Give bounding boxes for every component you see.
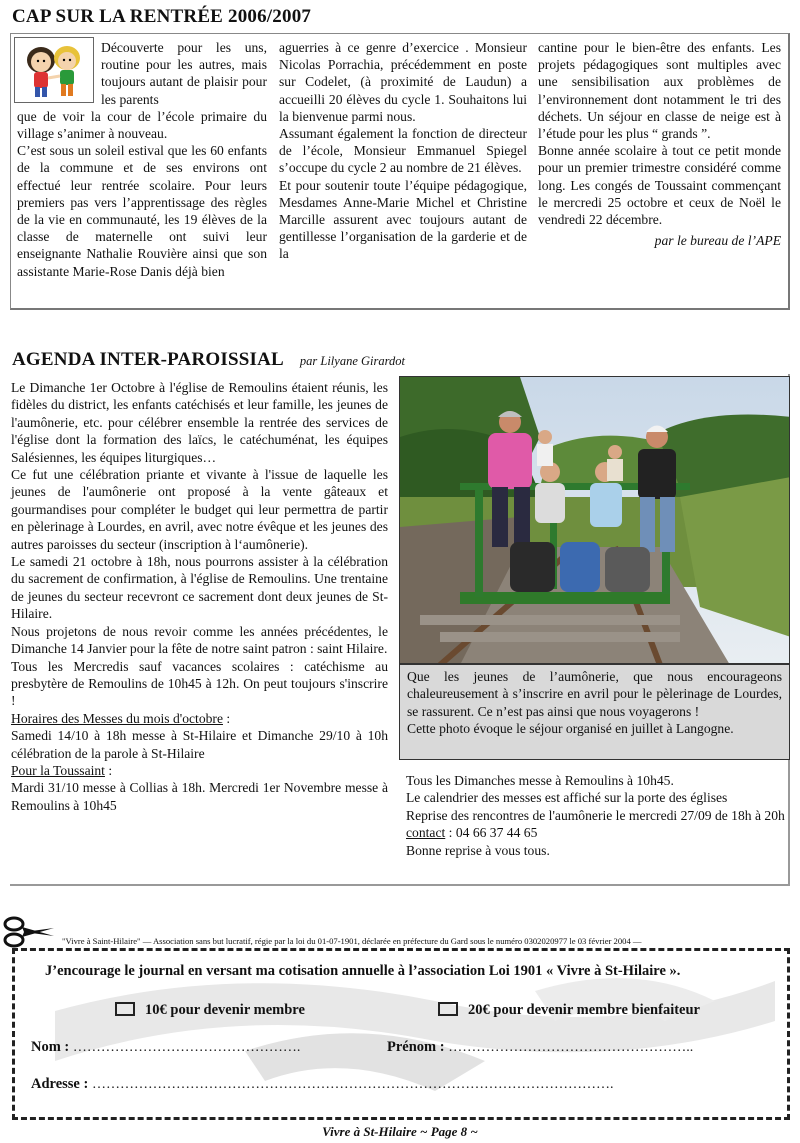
photo-caption: [399, 664, 790, 760]
horaires-colon: :: [222, 710, 231, 726]
article-byline: par Lilyane Girardot: [299, 354, 405, 368]
agenda-right-line-5: Bonne reprise à vous tous.: [406, 842, 550, 858]
page-footer: Vivre à St-Hilaire ~ Page 8 ~: [322, 1124, 478, 1139]
contact-phone: : 04 66 37 44 65: [445, 825, 538, 841]
nom-dots: ………………………………………….: [72, 1040, 301, 1055]
option-20-bienfaiteur[interactable]: [438, 1002, 700, 1019]
col1-paragraph: C’est sous un soleil estival que les 60 enfants de la commune et de ses environs ont effectué leur rentrée scolaire. Pour leurs premiers pas vers l’apprentissage des règles de la vie en communauté, les 19 élèves de la classe de maternelle ont suivi leur enseignante Nathalie Rouvière ainsi que son assistante Marie-Rose Danis déjà bien: [17, 143, 267, 279]
contact-line: [406, 824, 786, 841]
adresse-dots: ………………………………………………………………………………………………….: [91, 1077, 614, 1092]
scissors-icon: [2, 914, 56, 950]
prenom-field[interactable]: [387, 1039, 693, 1056]
article-rentree-col2: [279, 39, 527, 263]
agenda-right-line-3: Reprise des rencontres de l'aumônerie le mercredi 27/09 de 18h à 20h: [406, 807, 785, 823]
agenda-left-column: [11, 379, 388, 814]
toussaint-text: Mardi 31/10 messe à Collias à 18h. Mercredi 1er Novembre messe à Remoulins à 10h45: [11, 780, 388, 813]
agenda-paragraph-5: Tous les Mercredis sauf vacances scolaires : catéchisme au presbytère de Remoulins de 10h45 à 12h. On peut toujours s'inscrire !: [11, 658, 388, 709]
nom-field[interactable]: [31, 1039, 300, 1056]
agenda-paragraph-1: Le Dimanche 1er Octobre à l'église de Remoulins étaient réunis, les fidèles du district, les enfants catéchisés et leur famille, les jeunes de l'aumônerie, etc. pour célébrer ensemble la rentrée des services de l'église dont la formation des laïcs, le catéchuménat, les équipes Salésiennes, les équipes liturgiques…: [11, 380, 388, 465]
checkbox-10-euros[interactable]: [115, 1002, 135, 1016]
article-rentree-box: [10, 33, 790, 310]
prenom-label: Prénom :: [387, 1039, 449, 1055]
toussaint-label: Pour la Toussaint: [11, 762, 105, 778]
form-headline: J’encourage le journal en versant ma cotisation annuelle à l’association Loi 1901 « Vivre à St-Hilaire ».: [45, 963, 681, 979]
article-title-rentree: CAP SUR LA RENTRÉE 2006/2007: [12, 6, 312, 27]
article-rentree-col3: [538, 39, 781, 249]
checkbox-20-euros[interactable]: [438, 1002, 458, 1016]
col1-intro-rest: que de voir la cour de l’école primaire du village s’animer à nouveau.: [17, 108, 267, 142]
horaires-heading: [11, 710, 388, 727]
caption-line-2: Cette photo évoque le séjour organisé en juillet à Langogne.: [407, 721, 734, 737]
nom-label: Nom :: [31, 1039, 73, 1055]
col1-intro: Découverte pour les uns, routine pour les autres, mais toujours autant de plaisir pour les parents: [101, 40, 267, 107]
adresse-label: Adresse :: [31, 1076, 92, 1092]
association-legal-notice: "Vivre à Saint-Hilaire" — Association sans but lucratif, régie par la loi du 01-07-1901, déclarée en préfecture du Gard sous le numéro 0302020977 le 03 février 2004 —: [62, 936, 642, 946]
agenda-right-column: [406, 772, 786, 859]
article-rentree-col1: [17, 39, 267, 280]
contact-label[interactable]: contact: [406, 825, 446, 841]
membership-form: [12, 948, 790, 1120]
agenda-right-line-1: Tous les Dimanches messe à Remoulins à 10h45.: [406, 773, 674, 788]
col3-paragraph-1: cantine pour le bien-être des enfants. Les projets pédagogiques sont multiples avec une sensibilisation aux problèmes de l’environnement dont notamment le tri des déchets. Un séjour en classe de neige est à l’étude pour les plus “ grands ”.: [538, 40, 781, 142]
horaires-label: Horaires des Messes du mois d'octobre: [11, 710, 223, 726]
option-10-membre[interactable]: [115, 1002, 305, 1019]
col2-paragraph-2: Assumant également la fonction de directeur de l’école, Monsieur Emmanuel Spiegel s’occupe du cycle 2 au nombre de 21 élèves.: [279, 126, 527, 176]
article-title-agenda: AGENDA INTER-PAROISSIAL: [12, 349, 284, 370]
agenda-paragraph-4: Nous projetons de nous revoir comme les années précédentes, le Dimanche 14 Janvier pour la fête de notre saint patron : saint Hilaire.: [11, 623, 388, 657]
option-10-label: 10€ pour devenir membre: [145, 1002, 305, 1018]
adresse-field[interactable]: [31, 1076, 613, 1093]
toussaint-colon: :: [104, 762, 113, 778]
caption-line-1: Que les jeunes de l’aumônerie, que nous encourageons chaleureusement à s’inscrire en avril pour le pèlerinage de Lourdes, se rassurent. Ce n’est pas ainsi que nous voyagerons !: [407, 669, 782, 719]
agenda-paragraph-2: Ce fut une célébration priante et vivante à l'issue de laquelle les jeunes de l'aumônerie ont proposé à la vente gâteaux et gourmandises pour compléter le budget qui leur permettra de partir en pèlerinage à Lourdes, en avril, avec notre évêque et les jeunes des autres paroisses du secteur (inscription à l‘aumônerie).: [11, 467, 388, 552]
toussaint-heading: [11, 762, 388, 779]
agenda-right-line-2: Le calendrier des messes est affiché sur la porte des églises: [406, 790, 728, 806]
col2-paragraph-1: aguerries à ce genre d’exercice . Monsieur Nicolas Porrachia, précédemment en poste sur Codelet, (à proximité de Laudun) a accueilli 20 élèves du cycle 1. Souhaitons lui la bienvenue parmi nous.: [279, 40, 527, 124]
rail-bike-photo: [399, 376, 790, 664]
horaires-text: Samedi 14/10 à 18h messe à St-Hilaire et Dimanche 29/10 à 10h célébration de la parole à St-Hilaire: [11, 728, 388, 761]
prenom-dots: ……………………………………………..: [448, 1040, 694, 1055]
col3-paragraph-2: Bonne année scolaire à tout ce petit monde pour un premier trimestre considéré comme long. Les congés de Toussaint commençant le mercredi 25 octobre et ceux de Noël le vendredi 22 décembre.: [538, 143, 781, 228]
option-20-label: 20€ pour devenir membre bienfaiteur: [468, 1002, 700, 1018]
col2-paragraph-3: Et pour soutenir toute l’équipe pédagogique, Mesdames Anne-Marie Michel et Christine Marcille assurent avec toujours autant de gentillesse l’organisation de la garderie et de la: [279, 177, 527, 262]
article-signature: par le bureau de l’APE: [654, 233, 781, 249]
agenda-paragraph-3: Le samedi 21 octobre à 18h, nous pourrons assister à la célébration du sacrement de confirmation, à l'église de Remoulins. Une trentaine de jeunes du secteur recevront ce sacrement dont deux jeunes de St-Hilaire.: [11, 554, 388, 622]
article-heading-agenda: [12, 349, 405, 371]
